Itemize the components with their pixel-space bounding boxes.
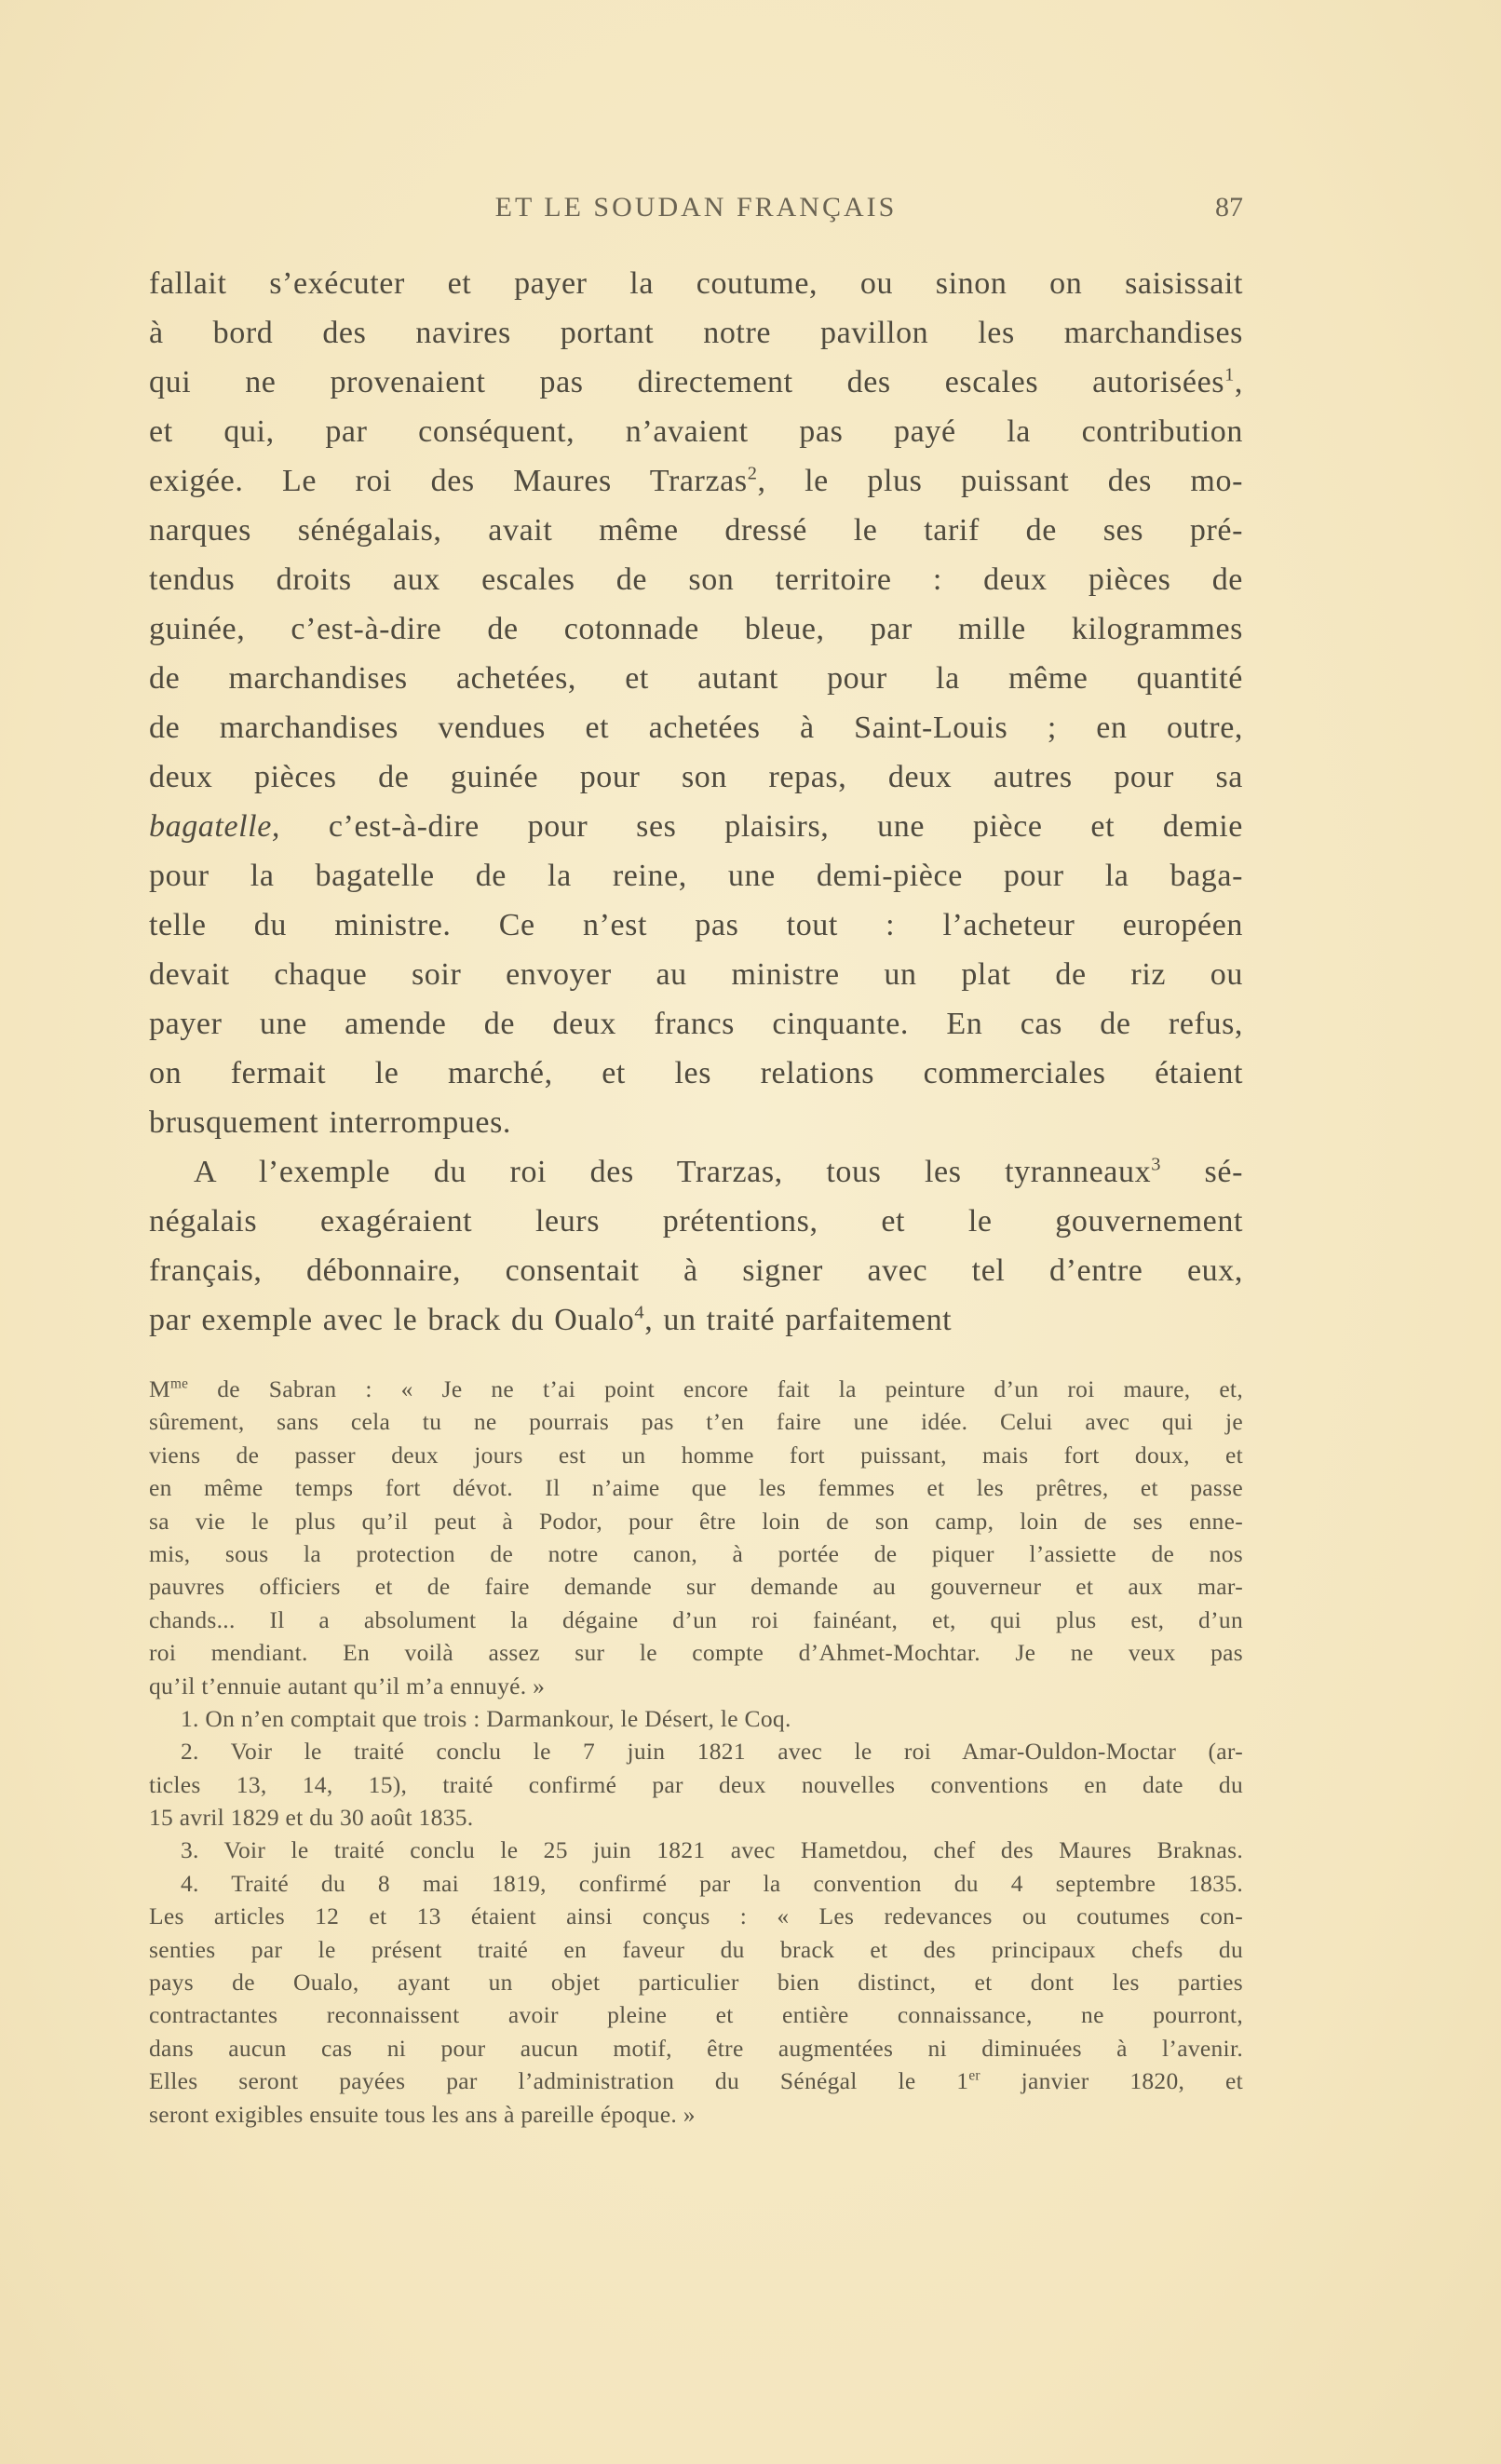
- text-segment: de Sabran : « Je ne t’ai point encore fait la peinture d’un roi maure, et,: [188, 1375, 1243, 1402]
- body-line: [149, 1147, 1243, 1197]
- text-segment: telle du ministre. Ce n’est pas tout : l’acheteur européen: [149, 908, 1243, 942]
- running-title: ET LE SOUDAN FRANÇAIS: [494, 192, 898, 223]
- text-segment: négalais exagéraient leurs prétentions, et le gouvernement: [149, 1204, 1243, 1239]
- text-segment: viens de passer deux jours est un homme fort puissant, mais fort doux, et: [149, 1441, 1243, 1469]
- footnote-marker: me: [169, 1375, 189, 1392]
- text-segment: Elles seront payées par l’administration du Sénégal le 1: [149, 2067, 969, 2095]
- body-line: [149, 900, 1243, 950]
- text-segment: ,: [1234, 365, 1243, 399]
- text-segment: de marchandises achetées, et autant pour la même quantité: [149, 661, 1243, 696]
- text-segment: on fermait le marché, et les relations commerciales étaient: [149, 1056, 1243, 1090]
- text-segment: fallait s’exécuter et payer la coutume, ou sinon on saisissait: [149, 266, 1243, 301]
- text-segment: qu’il t’ennuie autant qu’il m’a ennuyé. »: [149, 1672, 546, 1699]
- body-line: [149, 506, 1243, 555]
- footnote-line: [149, 2032, 1243, 2065]
- footnote-line: [149, 1505, 1243, 1537]
- body-line: [149, 308, 1243, 358]
- text-segment: sé-: [1160, 1155, 1244, 1189]
- text-segment: janvier 1820, et: [980, 2067, 1243, 2095]
- body-line: [149, 456, 1243, 506]
- footnote-line: [149, 1636, 1243, 1669]
- body-line: [149, 1295, 1243, 1345]
- text-segment: 2. Voir le traité conclu le 7 juin 1821 avec le roi Amar-Ouldon-Moctar (ar-: [181, 1738, 1243, 1766]
- footnote-marker: 4: [634, 1302, 645, 1323]
- body-line: [149, 604, 1243, 654]
- text-segment: sûrement, sans cela tu ne pourrais pas t’en faire une idée. Celui avec qui je: [149, 1408, 1243, 1436]
- footnote-marker: 1: [1224, 364, 1235, 386]
- body-text: [149, 259, 1243, 1345]
- text-segment: , le plus puissant des mo-: [757, 464, 1244, 498]
- text-segment: pauvres officiers et de faire demande sur demande au gouverneur et aux mar-: [149, 1573, 1243, 1601]
- body-line: [149, 407, 1243, 456]
- footnote-marker: er: [968, 2067, 980, 2084]
- footnote-line: [149, 1998, 1243, 2031]
- text-segment: devait chaque soir envoyer au ministre un plat de riz ou: [149, 957, 1243, 992]
- text-segment: à bord des navires portant notre pavillon les marchandises: [149, 316, 1243, 350]
- body-line: [149, 1197, 1243, 1246]
- body-line: [149, 358, 1243, 407]
- body-line: [149, 950, 1243, 999]
- text-segment: M: [149, 1375, 170, 1402]
- footnote-line: [149, 1867, 1243, 1900]
- text-segment: guinée, c’est-à-dire de cotonnade bleue, par mille kilogrammes: [149, 612, 1243, 646]
- text-segment: 3. Voir le traité conclu le 25 juin 1821 avec Hametdou, chef des Maures Braknas.: [181, 1836, 1243, 1864]
- text-segment: senties par le présent traité en faveur du brack et des principaux chefs du: [149, 1935, 1243, 1963]
- text-segment: seront exigibles ensuite tous les ans à pareille époque. »: [149, 2100, 696, 2128]
- text-segment: contractantes reconnaissent avoir pleine et entière connaissance, ne pourront,: [149, 2001, 1243, 2029]
- text-segment: français, débonnaire, consentait à signer avec tel d’entre eux,: [149, 1253, 1243, 1288]
- text-segment: payer une amende de deux francs cinquante. En cas de refus,: [149, 1007, 1243, 1041]
- text-segment: Les articles 12 et 13 étaient ainsi conçus : « Les redevances ou coutumes con-: [149, 1902, 1243, 1930]
- footnote-line: [149, 1670, 1243, 1702]
- footnote-line: [149, 1834, 1243, 1866]
- text-segment: pays de Oualo, ayant un objet particulier bien distinct, et dont les parties: [149, 1969, 1243, 1997]
- body-line: [149, 802, 1243, 851]
- footnote-line: [149, 1604, 1243, 1636]
- page-number: 87: [1215, 192, 1243, 223]
- footnote-marker: 2: [747, 463, 758, 484]
- text-segment: 15 avril 1829 et du 30 août 1835.: [149, 1804, 474, 1832]
- text-segment: exigée. Le roi des Maures Trarzas: [149, 464, 748, 498]
- text-segment: 1. On n’en comptait que trois : Darmankour, le Désert, le Coq.: [181, 1704, 791, 1732]
- footnote-line: [149, 1768, 1243, 1801]
- body-line: [149, 1049, 1243, 1098]
- text-segment: sa vie le plus qu’il peut à Podor, pour être loin de son camp, loin de ses enne-: [149, 1507, 1243, 1535]
- text-segment: dans aucun cas ni pour aucun motif, être augmentées ni diminuées à l’avenir.: [149, 2034, 1243, 2062]
- footnote-line: [149, 2065, 1243, 2097]
- text-segment: brusquement interrompues.: [149, 1105, 512, 1140]
- footnote-line: [149, 1471, 1243, 1504]
- body-line: [149, 1098, 1243, 1147]
- footnotes: [149, 1373, 1243, 2131]
- text-segment: roi mendiant. En voilà assez sur le compte d’Ahmet-Mochtar. Je ne veux pas: [149, 1639, 1243, 1667]
- footnote-line: [149, 1735, 1243, 1767]
- footnote-line: [149, 2098, 1243, 2131]
- text-segment: A l’exemple du roi des Trarzas, tous les tyranneaux: [194, 1155, 1152, 1189]
- text-segment: pour la bagatelle de la reine, une demi-pièce pour la baga-: [149, 859, 1243, 893]
- footnote-line: [149, 1439, 1243, 1471]
- footnote-line: [149, 1537, 1243, 1570]
- text-segment: en même temps fort dévot. Il n’aime que les femmes et les prêtres, et passe: [149, 1474, 1243, 1502]
- footnote-line: [149, 1570, 1243, 1603]
- footnote-marker: 3: [1151, 1154, 1161, 1175]
- text-segment: chands... Il a absolument la dégaine d’un roi fainéant, et, qui plus est, d’un: [149, 1605, 1243, 1633]
- italic-text: bagatelle,: [149, 809, 281, 844]
- text-segment: qui ne provenaient pas directement des escales autorisées: [149, 365, 1225, 399]
- footnote-line: [149, 1900, 1243, 1932]
- text-segment: de marchandises vendues et achetées à Saint-Louis ; en outre,: [149, 711, 1243, 745]
- footnote-line: [149, 1933, 1243, 1966]
- text-segment: mis, sous la protection de notre canon, à portée de piquer l’assiette de nos: [149, 1539, 1243, 1567]
- text-segment: par exemple avec le brack du Oualo: [149, 1303, 635, 1337]
- footnote-line: [149, 1702, 1243, 1735]
- body-line: [149, 703, 1243, 752]
- text-segment: ticles 13, 14, 15), traité confirmé par deux nouvelles conventions en date du: [149, 1770, 1243, 1798]
- body-line: [149, 999, 1243, 1049]
- text-segment: , un traité parfaitement: [644, 1303, 953, 1337]
- page-header: [149, 192, 1243, 233]
- footnote-line: [149, 1405, 1243, 1438]
- footnote-line: [149, 1801, 1243, 1834]
- body-line: [149, 555, 1243, 604]
- body-line: [149, 654, 1243, 703]
- body-line: [149, 752, 1243, 802]
- body-line: [149, 851, 1243, 900]
- text-segment: narques sénégalais, avait même dressé le tarif de ses pré-: [149, 513, 1243, 548]
- text-segment: 4. Traité du 8 mai 1819, confirmé par la convention du 4 septembre 1835.: [181, 1869, 1243, 1897]
- text-segment: deux pièces de guinée pour son repas, deux autres pour sa: [149, 760, 1243, 794]
- text-segment: tendus droits aux escales de son territoire : deux pièces de: [149, 562, 1243, 597]
- body-line: [149, 259, 1243, 308]
- body-line: [149, 1246, 1243, 1295]
- text-segment: et qui, par conséquent, n’avaient pas payé la contribution: [149, 414, 1243, 449]
- text-segment: c’est-à-dire pour ses plaisirs, une pièce et demie: [280, 809, 1243, 844]
- footnote-line: [149, 1373, 1243, 1405]
- footnote-line: [149, 1966, 1243, 1998]
